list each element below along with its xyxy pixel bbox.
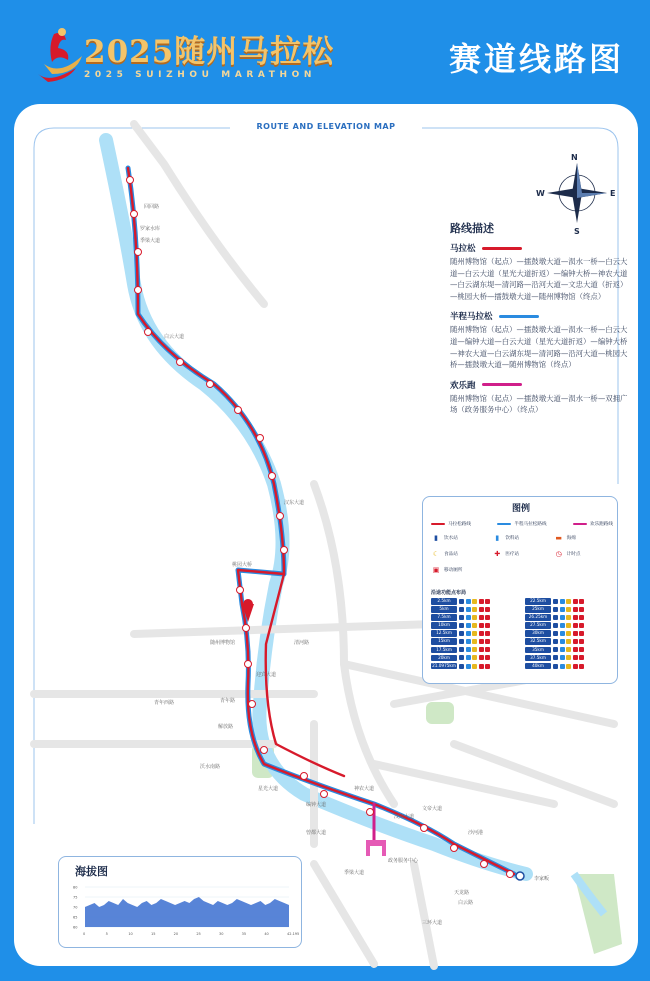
station-service-icon <box>485 623 490 628</box>
station-service-icon <box>553 631 558 636</box>
legend-panel <box>422 496 618 684</box>
svg-text:青年西路: 青年西路 <box>154 700 175 706</box>
brand-subtitle: 2025 SUIZHOU MARATHON <box>84 70 317 80</box>
station-service-icon <box>466 664 471 669</box>
svg-text:沙河港: 沙河港 <box>468 830 484 836</box>
legend-water: ▮ 饮水站 <box>431 533 492 543</box>
station-row <box>525 606 613 613</box>
station-km: 32.5km <box>525 638 551 645</box>
svg-text:神农大道: 神农大道 <box>354 786 375 792</box>
station-km: 26.25km <box>525 614 551 621</box>
station-km: 25km <box>525 606 551 613</box>
elevation-x-tick: 25 <box>196 932 201 936</box>
station-service-icon <box>459 615 464 620</box>
station-service-icon <box>466 615 471 620</box>
map-subtitle: ROUTE AND ELEVATION MAP <box>256 122 396 131</box>
svg-text:回回路: 回回路 <box>144 204 160 210</box>
station-service-icon <box>459 664 464 669</box>
station-service-icon <box>566 623 571 628</box>
station-service-icon <box>466 639 471 644</box>
station-service-icon <box>472 615 477 620</box>
station-service-icon <box>566 664 571 669</box>
station-service-icon <box>553 647 558 652</box>
station-service-icon <box>579 615 584 620</box>
map-card <box>14 104 638 966</box>
station-service-icon <box>479 615 484 620</box>
station-service-icon <box>560 639 565 644</box>
station-service-icon <box>459 655 464 660</box>
station-km: 40km <box>525 663 551 670</box>
station-service-icon <box>479 639 484 644</box>
svg-text:李家畈: 李家畈 <box>534 876 550 882</box>
station-service-icon <box>579 631 584 636</box>
station-km: 20km <box>431 655 457 662</box>
station-service-icon <box>579 623 584 628</box>
station-service-icon <box>485 664 490 669</box>
station-km: 35km <box>525 647 551 654</box>
station-service-icon <box>485 631 490 636</box>
svg-text:罗家水库: 罗家水库 <box>140 226 161 232</box>
station-service-icon <box>459 647 464 652</box>
svg-text:N: N <box>571 153 578 162</box>
elevation-x-tick: 0 <box>83 932 86 936</box>
station-row <box>525 647 613 654</box>
station-service-icon <box>472 631 477 636</box>
legend-line-marathon: 马拉松路线 <box>431 521 471 527</box>
svg-text:季梁大道: 季梁大道 <box>140 238 161 244</box>
station-service-icon <box>579 607 584 612</box>
legend-line-fun: 欢乐跑路线 <box>573 521 613 527</box>
legend-title: 图例 <box>511 504 530 514</box>
marathon-logo-icon <box>30 24 90 90</box>
station-service-icon <box>485 639 490 644</box>
station-km: 30km <box>525 630 551 637</box>
legend-timing: ◷ 计时点 <box>555 550 581 558</box>
station-service-icon <box>566 655 571 660</box>
svg-text:文帝大道: 文帝大道 <box>422 806 443 812</box>
station-row <box>525 614 613 621</box>
station-service-icon <box>485 647 490 652</box>
station-row <box>431 663 519 670</box>
station-service-icon <box>566 599 571 604</box>
station-km: 27.5km <box>525 622 551 629</box>
legend-sponge: ▬ 海绵 <box>555 534 576 542</box>
station-service-icon <box>459 623 464 628</box>
route-text: 随州博物馆（起点）—擂鼓墩大道—涢水一桥—白云大道—白云大道（星光大道折返）—编钟大桥—神农大道—白云湖东堤—清河路—沿河大道—文忠大道（折返）—桃园大桥—擂鼓墩大道—随州博物馆（终点） <box>450 257 628 301</box>
svg-text:政务服务中心: 政务服务中心 <box>388 858 419 864</box>
sponge-icon: ▬ <box>555 534 562 542</box>
elevation-profile <box>85 897 289 927</box>
svg-text:白云路: 白云路 <box>458 900 474 906</box>
station-service-icon <box>479 623 484 628</box>
station-service-icon <box>566 639 571 644</box>
station-service-icon <box>466 647 471 652</box>
station-service-icon <box>553 655 558 660</box>
station-row <box>525 638 613 645</box>
station-service-icon <box>560 647 565 652</box>
station-service-icon <box>566 647 571 652</box>
svg-text:W: W <box>536 189 545 198</box>
route-description-heading: 路线描述 <box>450 222 494 235</box>
station-service-icon <box>479 607 484 612</box>
svg-text:曾都大道: 曾都大道 <box>306 830 327 836</box>
station-service-icon <box>566 615 571 620</box>
route-line-swatch <box>499 315 539 318</box>
elevation-x-tick: 35 <box>241 932 247 936</box>
elevation-y-tick: 60 <box>73 925 78 930</box>
station-row <box>431 606 519 613</box>
svg-text:清河路: 清河路 <box>294 640 310 646</box>
elevation-x-tick: 15 <box>151 932 156 936</box>
station-service-icon <box>466 655 471 660</box>
elevation-y-tick: 70 <box>73 905 78 910</box>
stopwatch-icon: ◷ <box>555 550 562 558</box>
svg-text:沃水南路: 沃水南路 <box>200 764 221 770</box>
elevation-x-tick: 42.195 <box>287 932 300 936</box>
station-service-icon <box>560 664 565 669</box>
svg-text:随州博物馆: 随州博物馆 <box>210 640 236 646</box>
elevation-chart <box>71 883 300 939</box>
svg-text:E: E <box>610 189 616 198</box>
station-service-icon <box>573 607 578 612</box>
station-service-icon <box>472 647 477 652</box>
finish-arch-icon <box>366 840 386 856</box>
station-row <box>431 622 519 629</box>
elevation-title: 海拔图 <box>75 865 108 878</box>
route-text: 随州博物馆（起点）—擂鼓墩大道—涢水一桥—白云大道—编钟大道—白云大道（星光大道折返）—编钟大桥—神农大道—白云湖东堤—清河路—沿河大道—桃园大桥—擂鼓墩大道—随州博物馆（终点） <box>450 325 628 370</box>
station-km: 5km <box>431 606 457 613</box>
station-service-icon <box>573 631 578 636</box>
station-row <box>431 614 519 621</box>
station-service-icon <box>579 647 584 652</box>
svg-text:白云大道: 白云大道 <box>164 334 185 340</box>
station-service-icon <box>472 607 477 612</box>
drink-cup-icon: ▮ <box>495 534 500 542</box>
station-service-icon <box>579 655 584 660</box>
svg-text:编钟大道: 编钟大道 <box>306 802 327 808</box>
station-service-icon <box>553 639 558 644</box>
station-service-icon <box>579 599 584 604</box>
elevation-panel <box>58 856 302 948</box>
elevation-x-tick: 20 <box>173 932 179 936</box>
station-service-icon <box>560 631 565 636</box>
station-service-icon <box>573 655 578 660</box>
station-service-icon <box>472 639 477 644</box>
station-service-icon <box>459 631 464 636</box>
station-service-icon <box>479 599 484 604</box>
station-service-icon <box>485 607 490 612</box>
station-service-icon <box>466 599 471 604</box>
station-row <box>431 598 519 605</box>
route-desc-half <box>450 310 630 370</box>
legend-lines <box>431 521 613 527</box>
station-service-icon <box>553 623 558 628</box>
station-service-icon <box>479 647 484 652</box>
route-desc-fun-run <box>450 379 630 416</box>
station-service-icon <box>459 599 464 604</box>
station-service-icon <box>472 623 477 628</box>
banana-icon: ☾ <box>432 550 440 558</box>
station-service-icon <box>573 664 578 669</box>
legend-line-half: 半程马拉松路线 <box>497 521 546 527</box>
toilet-icon: ▣ <box>432 566 440 574</box>
station-service-icon <box>573 623 578 628</box>
route-line-swatch <box>482 383 522 386</box>
elevation-y-tick: 75 <box>73 895 78 900</box>
svg-text:解放路: 解放路 <box>218 724 234 730</box>
station-service-icon <box>553 615 558 620</box>
route-description <box>450 220 630 424</box>
station-km: 12.5km <box>431 630 457 637</box>
station-row <box>431 638 519 645</box>
route-name: 马拉松 <box>450 244 476 254</box>
station-service-icon <box>553 664 558 669</box>
station-km: 17.5km <box>431 647 457 654</box>
elevation-y-tick: 65 <box>73 915 78 920</box>
route-name: 欢乐跑 <box>450 380 476 391</box>
station-service-icon <box>485 599 490 604</box>
station-km: 37.5km <box>525 655 551 662</box>
station-service-icon <box>459 639 464 644</box>
brand-title: 2025随州马拉松 <box>84 34 335 70</box>
legend-food: ☾ 食品站 <box>432 550 458 558</box>
svg-text:天龙路: 天龙路 <box>454 890 470 896</box>
station-service-icon <box>472 599 477 604</box>
route-line-swatch <box>482 247 522 250</box>
station-row <box>431 647 519 654</box>
station-service-icon <box>579 664 584 669</box>
legend-drink: ▮ 饮料站 <box>492 533 553 543</box>
elevation-x-tick: 10 <box>128 932 133 936</box>
station-row <box>431 630 519 637</box>
station-service-icon <box>560 599 565 604</box>
svg-text:桃园大桥: 桃园大桥 <box>232 562 253 568</box>
legend-medical: ✚ 医疗站 <box>492 549 553 559</box>
station-service-icon <box>573 599 578 604</box>
svg-text:星光大道: 星光大道 <box>258 786 279 792</box>
station-service-icon <box>459 607 464 612</box>
station-row <box>525 598 613 605</box>
elevation-x-tick: 30 <box>219 932 224 936</box>
station-service-icon <box>566 607 571 612</box>
station-km: 22.5km <box>525 598 551 605</box>
station-row <box>525 630 613 637</box>
route-text: 随州博物馆（起点）—擂鼓墩大道—涢水一桥—双拥广场（政务服务中心）（终点） <box>450 393 628 415</box>
elevation-y-tick: 80 <box>73 885 78 890</box>
station-km: 15km <box>431 638 457 645</box>
station-km: 21.0975km <box>432 662 456 668</box>
water-cup-icon: ▮ <box>434 534 438 542</box>
station-km: 7.5km <box>431 614 457 621</box>
turnaround-marker-icon <box>516 872 524 880</box>
station-service-icon <box>472 655 477 660</box>
svg-text:季梁大道: 季梁大道 <box>344 870 365 876</box>
elevation-x-tick: 40 <box>264 932 269 936</box>
station-service-icon <box>573 647 578 652</box>
header <box>0 0 650 102</box>
svg-text:三环大道: 三环大道 <box>422 920 443 926</box>
station-table-title: 沿途功能点布局 <box>431 590 467 596</box>
page-title: 赛道线路图 <box>448 40 624 78</box>
station-table <box>431 598 613 669</box>
station-service-icon <box>466 631 471 636</box>
station-service-icon <box>573 639 578 644</box>
svg-text:S: S <box>574 227 580 236</box>
station-service-icon <box>479 655 484 660</box>
station-km: 2.5km <box>431 598 457 605</box>
svg-text:青年路: 青年路 <box>220 698 236 704</box>
station-row <box>431 655 519 662</box>
station-service-icon <box>566 631 571 636</box>
station-service-icon <box>479 631 484 636</box>
svg-text:迎宾大道: 迎宾大道 <box>256 672 277 678</box>
station-service-icon <box>479 664 484 669</box>
station-service-icon <box>553 599 558 604</box>
station-service-icon <box>560 655 565 660</box>
station-service-icon <box>560 607 565 612</box>
station-service-icon <box>579 639 584 644</box>
svg-text:汉东大道: 汉东大道 <box>284 500 305 506</box>
station-row <box>525 655 613 662</box>
station-service-icon <box>485 655 490 660</box>
station-service-icon <box>485 615 490 620</box>
route-desc-marathon <box>450 242 630 302</box>
station-row <box>525 663 613 670</box>
legend-toilet: ▣ 移动厕所 <box>432 566 463 574</box>
svg-text:汉南大道: 汉南大道 <box>394 814 415 820</box>
elevation-x-tick: 5 <box>105 932 108 936</box>
station-row <box>525 622 613 629</box>
station-service-icon <box>573 615 578 620</box>
station-km: 10km <box>431 622 457 629</box>
station-service-icon <box>466 623 471 628</box>
medical-cross-icon: ✚ <box>494 550 501 558</box>
station-service-icon <box>553 607 558 612</box>
station-service-icon <box>560 623 565 628</box>
station-service-icon <box>560 615 565 620</box>
route-name: 半程马拉松 <box>450 312 493 323</box>
station-service-icon <box>466 607 471 612</box>
station-service-icon <box>472 664 477 669</box>
legend-icons <box>431 533 615 575</box>
